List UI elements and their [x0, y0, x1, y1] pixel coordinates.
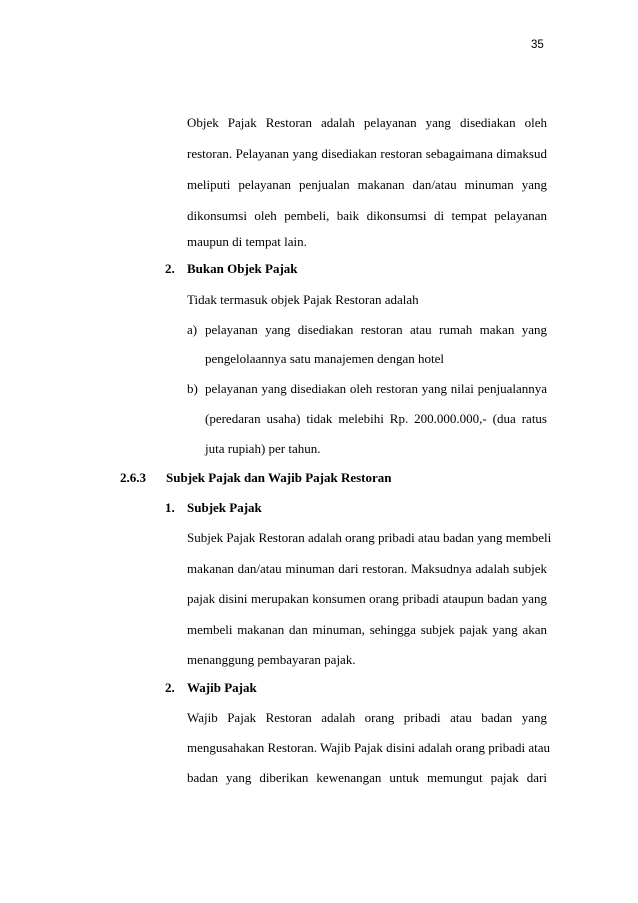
paragraph-line: makanan dan/atau minuman dari restoran. Maksudnya adalah subjek — [187, 561, 547, 576]
section-title: Subjek Pajak dan Wajib Pajak Restoran — [166, 470, 392, 485]
paragraph-line: membeli makanan dan minuman, sehingga subjek pajak yang akan — [187, 622, 547, 637]
paragraph-line: meliputi pelayanan penjualan makanan dan/atau minuman yang — [187, 177, 547, 192]
paragraph-line: restoran. Pelayanan yang disediakan restoran sebagaimana dimaksud — [187, 146, 547, 161]
paragraph-line: pajak disini merupakan konsumen orang pribadi ataupun badan yang — [187, 591, 547, 606]
list-marker: a) — [187, 322, 198, 337]
subheading: Subjek Pajak — [187, 500, 262, 515]
list-item-line: (peredaran usaha) tidak melebihi Rp. 200.000.000,- (dua ratus — [205, 411, 547, 426]
list-item-line: juta rupiah) per tahun. — [205, 441, 321, 456]
subheading: Wajib Pajak — [187, 680, 257, 695]
list-number: 2. — [165, 680, 175, 695]
list-item-line: pelayanan yang disediakan oleh restoran yang nilai penjualannya — [205, 381, 547, 396]
page-number: 35 — [531, 39, 544, 51]
paragraph-line: Subjek Pajak Restoran adalah orang pribadi atau badan yang membeli — [187, 530, 552, 545]
section-number: 2.6.3 — [120, 470, 146, 485]
paragraph-line: Tidak termasuk objek Pajak Restoran adalah — [187, 292, 419, 307]
paragraph-line: maupun di tempat lain. — [187, 234, 307, 249]
subheading: Bukan Objek Pajak — [187, 261, 298, 276]
paragraph-line: badan yang diberikan kewenangan untuk memungut pajak dari — [187, 770, 547, 785]
list-item-line: pelayanan yang disediakan restoran atau rumah makan yang — [205, 322, 547, 337]
paragraph-line: menanggung pembayaran pajak. — [187, 652, 356, 667]
list-number: 1. — [165, 500, 175, 515]
paragraph-line: mengusahakan Restoran. Wajib Pajak disini adalah orang pribadi atau — [187, 740, 550, 755]
list-number: 2. — [165, 261, 175, 276]
list-marker: b) — [187, 381, 198, 396]
paragraph-line: Wajib Pajak Restoran adalah orang pribadi atau badan yang — [187, 710, 547, 725]
paragraph-line: dikonsumsi oleh pembeli, baik dikonsumsi di tempat pelayanan — [187, 208, 547, 223]
paragraph-line: Objek Pajak Restoran adalah pelayanan yang disediakan oleh — [187, 115, 547, 130]
list-item-line: pengelolaannya satu manajemen dengan hotel — [205, 351, 444, 366]
